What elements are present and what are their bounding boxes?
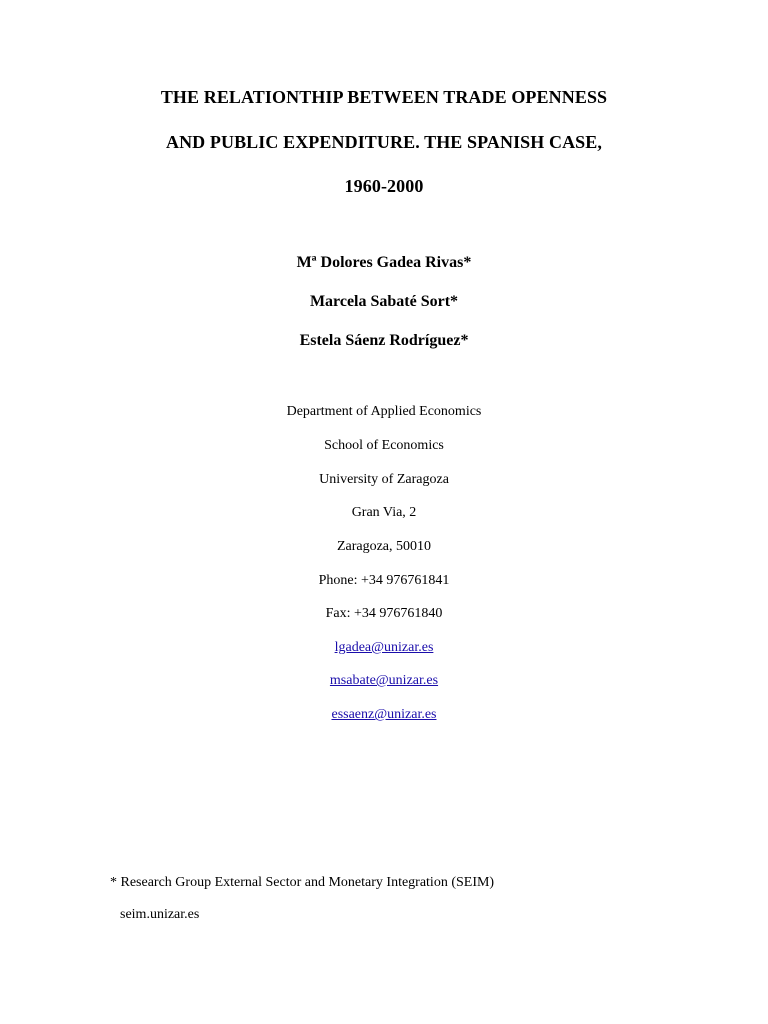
email-link-saenz[interactable]: essaenz@unizar.es [331,707,437,722]
author-sabate: Marcela Sabaté Sort* [309,293,459,310]
affiliation-phone: Phone: +34 976761841 [318,573,450,588]
footnote-website: seim.unizar.es [120,907,200,922]
affiliation-city: Zaragoza, 50010 [336,539,432,554]
email-link-sabate[interactable]: msabate@unizar.es [329,673,439,688]
footnote-research-group: * Research Group External Sector and Monetary Integration (SEIM) [110,875,495,890]
email-link-gadea[interactable]: lgadea@unizar.es [334,640,434,655]
author-gadea: Mª Dolores Gadea Rivas* [296,254,472,271]
affiliation-university: University of Zaragoza [319,472,449,487]
email-row-sabate [0,673,768,689]
affiliation-department: Department of Applied Economics [286,404,482,419]
email-row-gadea [0,640,768,656]
author-saenz: Estela Sáenz Rodríguez* [299,332,469,349]
affiliation-fax: Fax: +34 976761840 [325,606,443,621]
title-line-2: AND PUBLIC EXPENDITURE. THE SPANISH CASE, [165,132,602,152]
title-line-3: 1960-2000 [344,176,424,196]
title-line-1: THE RELATIONTHIP BETWEEN TRADE OPENNESS [160,87,608,107]
affiliation-school: School of Economics [324,438,444,453]
affiliation-street: Gran Via, 2 [351,505,417,520]
email-row-saenz [0,707,768,723]
